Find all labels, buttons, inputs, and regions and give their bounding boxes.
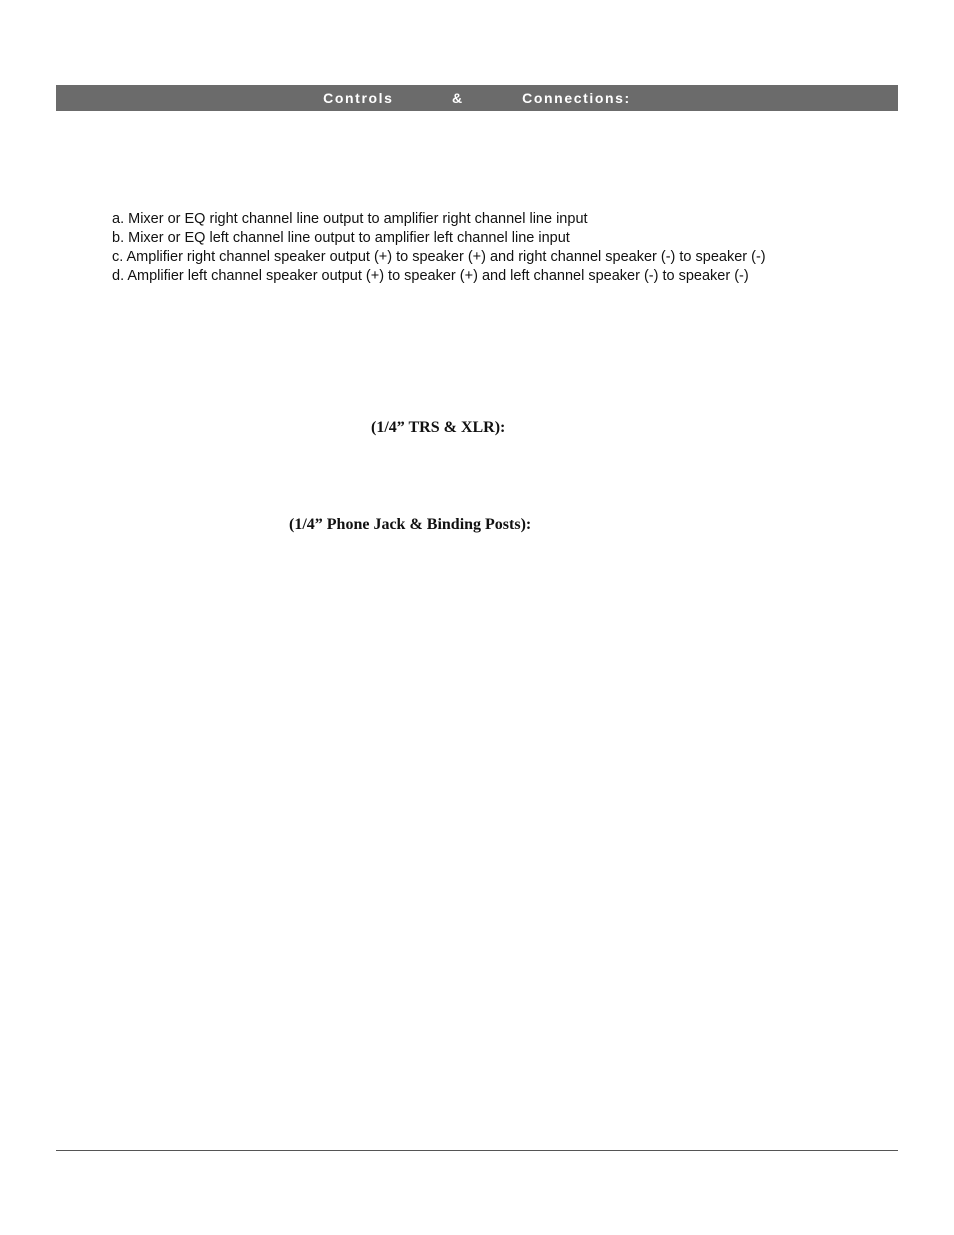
footer-divider (56, 1150, 898, 1151)
connection-step-c: c. Amplifier right channel speaker output (+) to speaker (+) and right channel speaker (-) to speaker (-) (112, 249, 766, 265)
connection-step-d: d. Amplifier left channel speaker output (+) to speaker (+) and left channel speaker (-) to speaker (-) (112, 268, 749, 284)
inputs-heading: (1/4” TRS & XLR): (371, 419, 506, 436)
connection-step-a: a. Mixer or EQ right channel line output to amplifier right channel line input (112, 211, 588, 227)
section-header-bar (56, 85, 898, 111)
outputs-heading: (1/4” Phone Jack & Binding Posts): (289, 516, 532, 533)
connection-step-b: b. Mixer or EQ left channel line output to amplifier left channel line input (112, 230, 570, 246)
section-header-title: Controls & Connections: (323, 90, 631, 106)
connection-steps-list (112, 210, 766, 286)
